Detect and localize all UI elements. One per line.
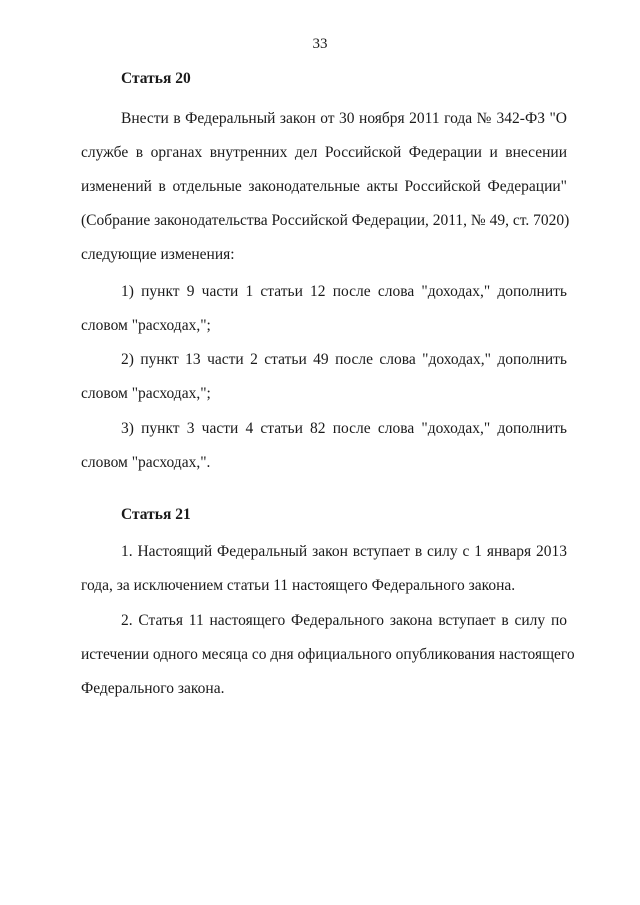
- article-21-paragraph-2: [81, 604, 575, 706]
- text-line: Внести в Федеральный закон от 30 ноября 2011 года № 342-ФЗ "О: [121, 110, 567, 127]
- article-20-item-2: [81, 343, 567, 411]
- article-21-paragraph-1: [81, 535, 567, 603]
- text-line: (Собрание законодательства Российской Федерации, 2011, № 49, ст. 7020): [81, 212, 570, 229]
- text-line: словом "расходах,";: [81, 385, 211, 402]
- text-line: службе в органах внутренних дел Российской Федерации и внесении: [81, 144, 567, 161]
- text-line: изменений в отдельные законодательные акты Российской Федерации": [81, 178, 567, 195]
- article-20-heading: Статья 20: [121, 70, 191, 87]
- text-line: 2) пункт 13 части 2 статьи 49 после слова "доходах," дополнить: [121, 351, 567, 368]
- article-20-item-1: [81, 275, 567, 343]
- text-line: 1) пункт 9 части 1 статьи 12 после слова "доходах," дополнить: [121, 283, 567, 300]
- page-number: 33: [312, 36, 328, 52]
- text-line: следующие изменения:: [81, 246, 235, 263]
- text-line: года, за исключением статьи 11 настоящего Федерального закона.: [81, 577, 516, 594]
- text-line: 3) пункт 3 части 4 статьи 82 после слова "доходах," дополнить: [121, 420, 567, 437]
- text-line: истечении одного месяца со дня официального опубликования настоящего: [81, 646, 575, 663]
- text-line: 1. Настоящий Федеральный закон вступает в силу с 1 января 2013: [121, 543, 567, 560]
- article-21-heading: Статья 21: [121, 506, 191, 523]
- text-line: словом "расходах,".: [81, 454, 211, 471]
- text-line: 2. Статья 11 настоящего Федерального закона вступает в силу по: [121, 612, 567, 629]
- text-line: Федерального закона.: [81, 680, 225, 697]
- article-20-item-3: [81, 412, 567, 480]
- text-line: словом "расходах,";: [81, 317, 211, 334]
- article-20-intro: [81, 102, 570, 272]
